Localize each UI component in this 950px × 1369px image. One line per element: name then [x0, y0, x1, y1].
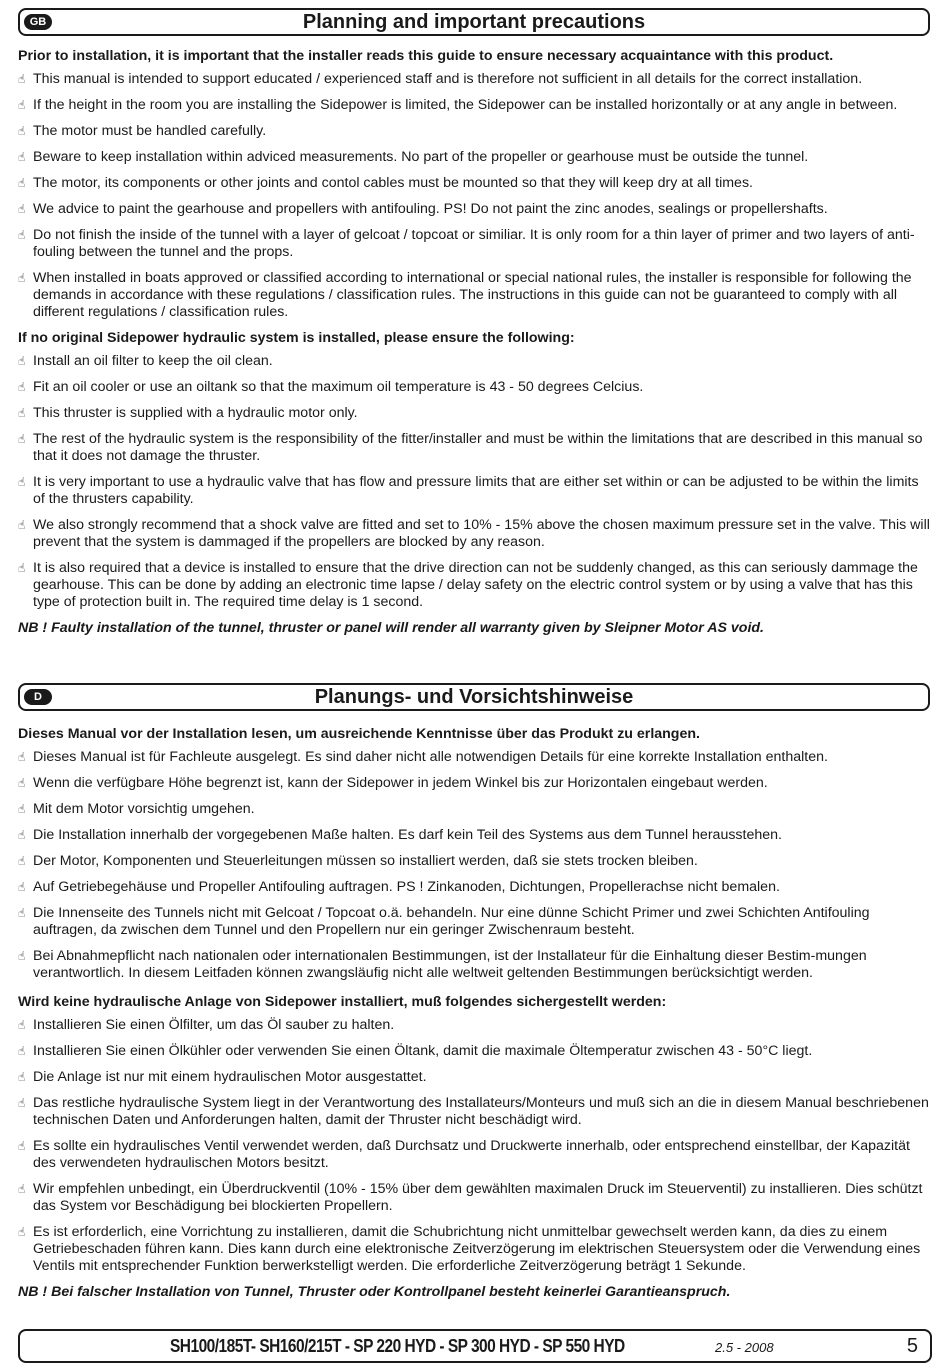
pointing-hand-icon: ☝: [18, 432, 26, 446]
de-hydraulic-subhead: Wird keine hydraulische Anlage von Sidepower installiert, muß folgendes sichergestellt werden:: [18, 994, 667, 1010]
pointing-hand-icon: ☝: [18, 354, 26, 368]
pointing-hand-icon: ☝: [18, 1182, 26, 1196]
de-section-body: [18, 726, 932, 1301]
de-hydraulic-list: [18, 1017, 932, 1275]
list-item-text: Beware to keep installation within adviced measurements. No part of the propeller or gearhouse must be outside the tunnel.: [33, 149, 809, 165]
list-item: [18, 853, 932, 870]
list-item: [18, 97, 932, 114]
de-intro: Dieses Manual vor der Installation lesen, um ausreichende Kenntnisse über das Produkt zu erlangen.: [18, 726, 700, 742]
pointing-hand-icon: ☝: [18, 98, 26, 112]
pointing-hand-icon: ☝: [18, 949, 26, 963]
pointing-hand-icon: ☝: [18, 475, 26, 489]
list-item-text: The rest of the hydraulic system is the responsibility of the fitter/installer and must be within the limitations that are described in this manual so that it does not damage the thruster.: [33, 431, 923, 464]
list-item-text: Do not finish the inside of the tunnel with a layer of gelcoat / topcoat or similiar. It is only room for a thin layer of primer and two layers of anti-fouling between the tunnel and the props.: [33, 227, 915, 260]
list-item: [18, 1069, 932, 1086]
gb-hydraulic-list: [18, 353, 932, 611]
list-item-text: Wenn die verfügbare Höhe begrenzt ist, kann der Sidepower in jedem Winkel bis zur Horizontalen eingebaut werden.: [33, 775, 768, 791]
pointing-hand-icon: ☝: [18, 854, 26, 868]
de-precautions-list: [18, 749, 932, 982]
list-item: [18, 517, 932, 551]
pointing-hand-icon: ☝: [18, 828, 26, 842]
pointing-hand-icon: ☝: [18, 72, 26, 86]
gb-language-badge: GB: [24, 14, 52, 30]
pointing-hand-icon: ☝: [18, 1044, 26, 1058]
list-item-text: We also strongly recommend that a shock valve are fitted and set to 10% - 15% above the chosen maximum pressure set in the valve. This will prevent that the system is dammaged if the propellers are blocked by any reason.: [33, 517, 930, 550]
list-item: [18, 149, 932, 166]
list-item-text: Es sollte ein hydraulisches Ventil verwendet werden, daß Durchsatz und Druckwerte innerhalb, oder entsprechend einstellbar, der Kapazität des verwendeten hydraulischen Motors besitzt.: [33, 1138, 910, 1171]
list-item-text: Install an oil filter to keep the oil clean.: [33, 353, 273, 369]
gb-section-body: [18, 48, 932, 637]
list-item-text: This manual is intended to support educated / experienced staff and is therefore not sufficient in all details for the correct installation.: [33, 71, 863, 87]
footer-edition: 2.5 - 2008: [715, 1340, 774, 1355]
list-item: [18, 1181, 932, 1215]
list-item-text: Fit an oil cooler or use an oiltank so that the maximum oil temperature is 43 - 50 degrees Celcius.: [33, 379, 644, 395]
pointing-hand-icon: ☝: [18, 1070, 26, 1084]
list-item: [18, 827, 932, 844]
list-item-text: Die Installation innerhalb der vorgegebenen Maße halten. Es darf kein Teil des Systems aus dem Tunnel herausstehen.: [33, 827, 782, 843]
pointing-hand-icon: ☝: [18, 776, 26, 790]
list-item: [18, 560, 932, 611]
list-item-text: When installed in boats approved or classified according to international or special national rules, the installer is responsible for following the demands in accordance with these regulations / classification rules. The instructions in this guide can not be guaranteed to comply with all different regulations / classification rules.: [33, 270, 912, 320]
list-item: [18, 270, 932, 321]
list-item: [18, 123, 932, 140]
list-item: [18, 474, 932, 508]
pointing-hand-icon: ☝: [18, 380, 26, 394]
list-item-text: Die Innenseite des Tunnels nicht mit Gelcoat / Topcoat o.ä. behandeln. Nur eine dünne Schicht Primer und zwei Schichten Antifouling auftragen, da zwischen dem Tunnel und den Propellern nur ein geringer Zwischenraum besteht.: [33, 905, 870, 938]
gb-intro: Prior to installation, it is important that the installer reads this guide to ensure necessary acquaintance with this product.: [18, 48, 834, 64]
list-item-text: The motor, its components or other joints and contol cables must be mounted so that they will keep dry at all times.: [33, 175, 753, 191]
pointing-hand-icon: ☝: [18, 750, 26, 764]
gb-warranty-note: NB ! Faulty installation of the tunnel, thruster or panel will render all warranty given by Sleipner Motor AS void.: [18, 620, 765, 636]
de-section-title: Planungs- und Vorsichtshinweise: [314, 686, 634, 708]
pointing-hand-icon: ☝: [18, 1225, 26, 1239]
list-item-text: The motor must be handled carefully.: [33, 123, 267, 139]
list-item-text: Installieren Sie einen Ölkühler oder verwenden Sie einen Öltank, damit die maximale Öltemperatur zwischen 43 - 50°C liegt.: [33, 1043, 813, 1059]
pointing-hand-icon: ☝: [18, 518, 26, 532]
list-item-text: We advice to paint the gearhouse and propellers with antifouling. PS! Do not paint the zinc anodes, sealings or propellershafts.: [33, 201, 828, 217]
page-footer: [18, 1329, 932, 1363]
list-item: [18, 879, 932, 896]
gb-precautions-list: [18, 71, 932, 321]
gb-section-header: [18, 8, 930, 36]
list-item: [18, 1224, 932, 1275]
list-item: [18, 71, 932, 88]
pointing-hand-icon: ☝: [18, 1096, 26, 1110]
list-item: [18, 431, 932, 465]
list-item: [18, 175, 932, 192]
pointing-hand-icon: ☝: [18, 202, 26, 216]
page-number: 5: [906, 1335, 918, 1357]
pointing-hand-icon: ☝: [18, 124, 26, 138]
list-item-text: Es ist erforderlich, eine Vorrichtung zu installieren, damit die Schubrichtung nicht unmittelbar gewechselt werden kann, da dies zu einem Getriebeschaden führen kann. Dies kann durch eine elektronische Zeitverzögerung im elektrischen Steuersystem oder die Verwendung eines Ventils mit entsprechender Funktion berwerkstelligt werden. Die erforderliche Zeitverzögerung beträgt 1 Sekunde.: [33, 1224, 921, 1274]
list-item-text: Mit dem Motor vorsichtig umgehen.: [33, 801, 255, 817]
list-item-text: Wir empfehlen unbedingt, ein Überdruckventil (10% - 15% über dem gewählten maximalen Druck im Steuerventil) zu installieren. Dies schützt das System vor Beschädigung bei blockierten Propellern.: [33, 1181, 923, 1214]
list-item: [18, 201, 932, 218]
list-item: [18, 948, 932, 982]
list-item-text: Installieren Sie einen Ölfilter, um das Öl sauber zu halten.: [33, 1017, 395, 1033]
list-item: [18, 1095, 932, 1129]
pointing-hand-icon: ☝: [18, 150, 26, 164]
list-item: [18, 1017, 932, 1034]
list-item: [18, 905, 932, 939]
list-item-text: Auf Getriebegehäuse und Propeller Antifouling auftragen. PS ! Zinkanoden, Dichtungen, Propellerachse nicht bemalen.: [33, 879, 780, 895]
gb-section-title: Planning and important precautions: [302, 11, 646, 33]
list-item-text: Bei Abnahmepflicht nach nationalen oder internationalen Bestimmungen, ist der Installateur für die Einhaltung dieser Bestim-mungen verantwortlich. In diesem Leitfaden können zwangsläufig nicht alle weltweit geltenden Bestimmungen berücksichtigt werden.: [33, 948, 867, 981]
pointing-hand-icon: ☝: [18, 228, 26, 242]
gb-hydraulic-subhead: If no original Sidepower hydraulic system is installed, please ensure the following:: [18, 330, 575, 346]
pointing-hand-icon: ☝: [18, 406, 26, 420]
list-item-text: It is very important to use a hydraulic valve that has flow and pressure limits that are either set within or can be adjusted to be within the limits of the thrusters capability.: [33, 474, 919, 507]
list-item: [18, 1138, 932, 1172]
de-language-badge: D: [24, 689, 52, 705]
de-warranty-note: NB ! Bei falscher Installation von Tunnel, Thruster oder Kontrollpanel besteht keinerlei Garantieanspruch.: [18, 1284, 731, 1300]
list-item: [18, 379, 932, 396]
list-item: [18, 749, 932, 766]
pointing-hand-icon: ☝: [18, 906, 26, 920]
list-item-text: If the height in the room you are installing the Sidepower is limited, the Sidepower can be installed horizontally or at any angle in between.: [33, 97, 898, 113]
list-item-text: Die Anlage ist nur mit einem hydraulischen Motor ausgestattet.: [33, 1069, 427, 1085]
pointing-hand-icon: ☝: [18, 561, 26, 575]
list-item: [18, 1043, 932, 1060]
list-item: [18, 227, 932, 261]
list-item: [18, 775, 932, 792]
list-item: [18, 801, 932, 818]
pointing-hand-icon: ☝: [18, 1018, 26, 1032]
list-item-text: Der Motor, Komponenten und Steuerleitungen müssen so installiert werden, daß sie stets trocken bleiben.: [33, 853, 698, 869]
pointing-hand-icon: ☝: [18, 271, 26, 285]
pointing-hand-icon: ☝: [18, 802, 26, 816]
list-item: [18, 353, 932, 370]
de-section-header: [18, 683, 930, 711]
list-item: [18, 405, 932, 422]
list-item-text: Das restliche hydraulische System liegt in der Verantwortung des Installateurs/Monteurs und muß sich an die in diesem Manual beschriebenen technischen Daten und Anforderungen halten, damit der Thruster nicht beschädigt wird.: [33, 1095, 929, 1128]
list-item-text: It is also required that a device is installed to ensure that the drive direction can not be suddenly changed, as this can seriously dammage the gearhouse. This can be done by adding an electronic time lapse / delay safety on the electric control system or by using a valve that has this type of protection built in. The required time delay is 1 second.: [33, 560, 918, 610]
pointing-hand-icon: ☝: [18, 176, 26, 190]
list-item-text: Dieses Manual ist für Fachleute ausgelegt. Es sind daher nicht alle notwendigen Details für eine korrekte Installation enthalten.: [33, 749, 828, 765]
pointing-hand-icon: ☝: [18, 880, 26, 894]
list-item-text: This thruster is supplied with a hydraulic motor only.: [33, 405, 358, 421]
footer-model-line: SH100/185T- SH160/215T - SP 220 HYD - SP 300 HYD - SP 550 HYD: [170, 1336, 625, 1356]
pointing-hand-icon: ☝: [18, 1139, 26, 1153]
